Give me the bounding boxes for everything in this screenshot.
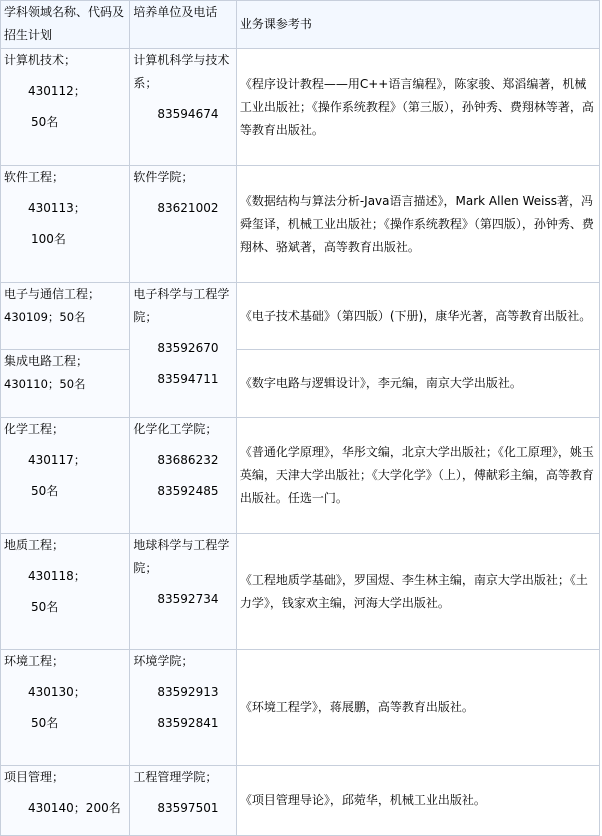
books-cell: 《电子技术基础》（第四版）(下册)，康华光著，高等教育出版社。 <box>236 283 599 350</box>
unit-phone: 83592485 <box>157 484 219 498</box>
unit-cell <box>130 650 236 766</box>
books-cell: 《普通化学原理》，华彤文编，北京大学出版社；《化工原理》，姚玉英编，天津大学出版社；《大学化学》（上），傅献彩主编，高等教育出版社。任选一门。 <box>236 418 599 534</box>
field-cell <box>1 166 130 283</box>
table-row <box>1 283 600 350</box>
field-code: 430130； <box>28 685 86 699</box>
table-row <box>1 166 600 283</box>
table-row <box>1 650 600 766</box>
unit-name: 化学化工学院； <box>133 422 218 436</box>
field-name: 地质工程； <box>4 538 65 552</box>
field-name: 环境工程； <box>4 654 65 668</box>
field-cell <box>1 283 130 350</box>
books-cell: 《工程地质学基础》，罗国煜、李生林主编，南京大学出版社；《土力学》，钱家欢主编，河海大学出版社。 <box>236 534 599 650</box>
table-row <box>1 350 600 418</box>
field-code-quota: 430110；50名 <box>4 377 86 391</box>
field-code: 430112； <box>28 84 86 98</box>
unit-name: 计算机科学与技术系； <box>133 53 230 90</box>
field-cell <box>1 49 130 166</box>
field-quota: 50名 <box>31 600 59 614</box>
field-name: 集成电路工程； <box>4 354 89 368</box>
unit-name: 地球科学与工程学院； <box>133 538 230 575</box>
books-cell: 《数据结构与算法分析-Java语言描述》，Mark Allen Weiss著，冯舜玺译，机械工业出版社；《操作系统教程》（第四版），孙钟秀、费翔林、骆斌著，高等教育出版社。 <box>236 166 599 283</box>
unit-phone: 83592841 <box>157 716 219 730</box>
field-name: 电子与通信工程； <box>4 287 101 301</box>
unit-cell <box>130 283 236 418</box>
unit-phone: 83686232 <box>157 453 219 467</box>
table-header-row <box>1 1 600 49</box>
books-cell: 《程序设计教程——用C++语言编程》，陈家骏、郑滔编著，机械工业出版社；《操作系统教程》（第三版），孙钟秀、费翔林等著，高等教育出版社。 <box>236 49 599 166</box>
field-name: 计算机技术； <box>4 53 77 67</box>
header-unit: 培养单位及电话 <box>130 1 236 49</box>
unit-name: 环境学院； <box>133 654 194 668</box>
unit-name: 软件学院； <box>133 170 194 184</box>
unit-phone: 83592670 <box>157 341 219 355</box>
field-cell <box>1 418 130 534</box>
table-row <box>1 534 600 650</box>
unit-cell <box>130 49 236 166</box>
field-code-quota: 430140；200名 <box>28 801 121 815</box>
unit-name: 工程管理学院； <box>133 770 218 784</box>
field-code: 430117； <box>28 453 86 467</box>
unit-name: 电子科学与工程学院； <box>133 287 230 324</box>
field-cell <box>1 534 130 650</box>
unit-phone: 83592734 <box>157 592 219 606</box>
unit-cell <box>130 418 236 534</box>
unit-phone: 83594674 <box>157 107 219 121</box>
field-quota: 50名 <box>31 484 59 498</box>
unit-phone: 83597501 <box>157 801 219 815</box>
field-quota: 50名 <box>31 716 59 730</box>
books-cell: 《数字电路与逻辑设计》，李元编，南京大学出版社。 <box>236 350 599 418</box>
unit-cell <box>130 166 236 283</box>
field-name: 化学工程； <box>4 422 65 436</box>
field-quota: 100名 <box>31 232 66 246</box>
unit-phone: 83594711 <box>157 372 219 386</box>
unit-phone: 83621002 <box>157 201 219 215</box>
field-cell <box>1 350 130 418</box>
field-code-quota: 430109；50名 <box>4 310 86 324</box>
unit-cell <box>130 534 236 650</box>
books-cell: 《项目管理导论》，邱菀华，机械工业出版社。 <box>236 766 599 836</box>
table-row <box>1 49 600 166</box>
field-name: 软件工程； <box>4 170 65 184</box>
table-row <box>1 766 600 836</box>
unit-cell <box>130 766 236 836</box>
unit-phone: 83592913 <box>157 685 219 699</box>
header-books: 业务课参考书 <box>236 1 599 49</box>
field-name: 项目管理； <box>4 770 65 784</box>
header-field: 学科领域名称、代码及招生计划 <box>1 1 130 49</box>
field-cell <box>1 650 130 766</box>
field-code: 430118； <box>28 569 86 583</box>
field-code: 430113； <box>28 201 86 215</box>
field-quota: 50名 <box>31 115 59 129</box>
field-cell <box>1 766 130 836</box>
books-cell: 《环境工程学》，蒋展鹏，高等教育出版社。 <box>236 650 599 766</box>
table-row <box>1 418 600 534</box>
